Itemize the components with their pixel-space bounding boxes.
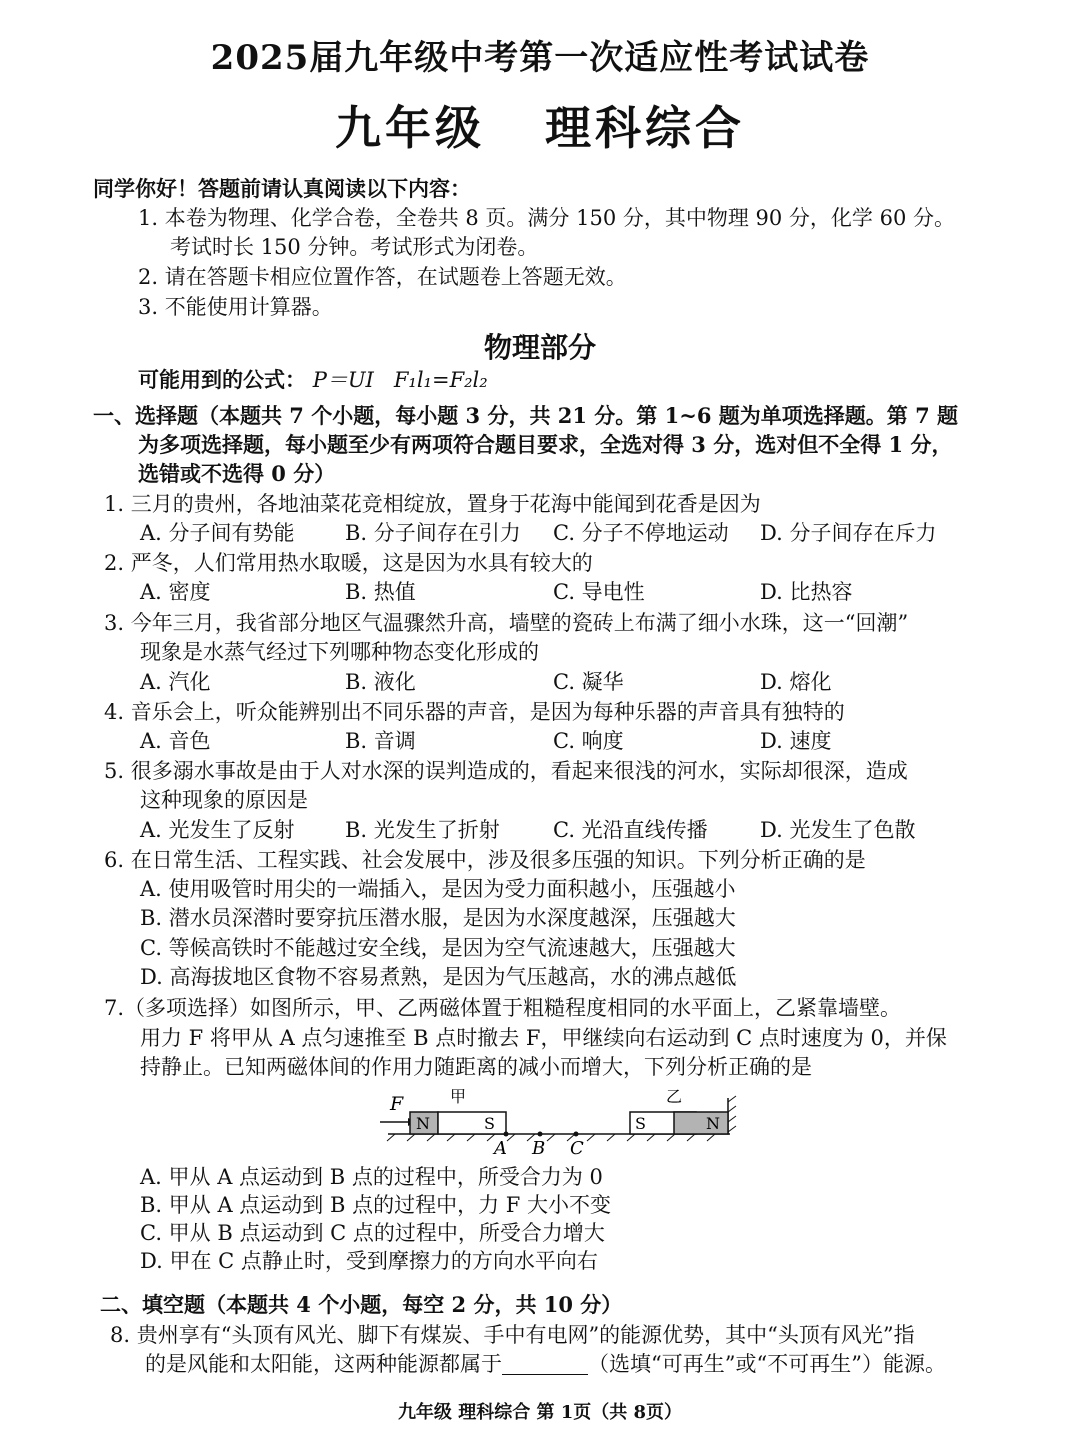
q2-option-c: C. 导电性 — [553, 580, 645, 604]
q7-option-d: D. 甲在 C 点静止时，受到摩擦力的方向水平向右 — [140, 1249, 598, 1273]
q7-stem-1: 7.（多项选择）如图所示，甲、乙两磁体置于粗糙程度相同的水平面上，乙紧靠墙壁。 — [104, 996, 902, 1020]
q6-option-b: B. 潜水员深潜时要穿抗压潜水服，是因为水深度越深，压强越大 — [140, 906, 736, 930]
q5-option-a: A. 光发生了反射 — [140, 818, 295, 842]
q8-stem-2a: 的是风能和太阳能，这两种能源都属于 — [145, 1352, 502, 1376]
q4-stem: 4. 音乐会上，听众能辨别出不同乐器的声音，是因为每种乐器的声音具有独特的 — [104, 700, 845, 724]
point-a-dot — [504, 1132, 509, 1137]
q3-option-b: B. 液化 — [345, 670, 416, 694]
q7-option-c: C. 甲从 B 点运动到 C 点的过程中，所受合力增大 — [140, 1221, 605, 1245]
q7-option-a: A. 甲从 A 点运动到 B 点的过程中，所受合力为 0 — [140, 1165, 603, 1189]
point-c-dot — [574, 1132, 579, 1137]
q2-option-a: A. 密度 — [140, 580, 211, 604]
part1-heading-1: 一、选择题（本题共 7 个小题，每小题 3 分，共 21 分。第 1~6 题为单项选择题。第 7 题 — [93, 403, 958, 428]
magnet-jia-body — [438, 1112, 506, 1134]
q7-magnet-figure — [370, 1088, 750, 1160]
page-footer: 九年级 理科综合 第 1页（共 8页） — [397, 1402, 683, 1423]
q6-option-a: A. 使用吸管时用尖的一端插入，是因为受力面积越小，压强越小 — [140, 877, 736, 901]
force-label: F — [390, 1093, 404, 1115]
magnet-yi-n-label: N — [706, 1114, 720, 1133]
magnet-jia-label: 甲 — [450, 1088, 467, 1106]
point-b-label: B — [532, 1138, 546, 1159]
q8-stem-2 — [145, 1350, 946, 1378]
part1-heading-2: 为多项选择题，每小题至少有两项符合题目要求，全选对得 3 分，选对但不全得 1 分， — [138, 432, 953, 457]
q8-stem-1: 8. 贵州享有“头顶有风光、脚下有煤炭、手中有电网”的能源优势，其中“头顶有风光”指 — [110, 1323, 915, 1347]
subject-title: 九年级 理科综合 — [334, 101, 746, 155]
q1-option-d: D. 分子间存在斥力 — [760, 521, 937, 545]
q3-stem-1: 3. 今年三月，我省部分地区气温骤然升高，墙壁的瓷砖上布满了细小水珠，这一“回潮” — [104, 611, 909, 635]
part1-heading-3: 选错或不选得 0 分） — [138, 461, 336, 486]
q3-option-a: A. 汽化 — [140, 670, 211, 694]
point-b-dot — [538, 1132, 543, 1137]
point-a-label: A — [494, 1138, 507, 1159]
q5-option-d: D. 光发生了色散 — [760, 818, 916, 842]
formula-power: P＝UI — [312, 368, 374, 392]
formula-lever: F₁l₁=F₂l₂ — [393, 368, 488, 392]
q3-stem-2: 现象是水蒸气经过下列哪种物态变化形成的 — [140, 640, 539, 664]
notice-item-1-cont: 考试时长 150 分钟。考试形式为闭卷。 — [170, 235, 539, 259]
q5-option-b: B. 光发生了折射 — [345, 818, 500, 842]
q5-stem-2: 这种现象的原因是 — [140, 788, 308, 812]
notice-item-1: 1. 本卷为物理、化学合卷，全卷共 8 页。满分 150 分，其中物理 90 分，化学 60 分。 — [138, 206, 955, 230]
q1-option-b: B. 分子间存在引力 — [345, 521, 521, 545]
point-c-label: C — [570, 1138, 584, 1159]
q5-stem-1: 5. 很多溺水事故是由于人对水深的误判造成的，看起来很浅的河水，实际却很深，造成 — [104, 759, 908, 783]
q4-option-d: D. 速度 — [760, 729, 832, 753]
formula-line — [138, 366, 488, 394]
q1-option-a: A. 分子间有势能 — [140, 521, 295, 545]
q1-option-c: C. 分子不停地运动 — [553, 521, 729, 545]
q7-stem-2: 用力 F 将甲从 A 点匀速推至 B 点时撤去 F，甲继续向右运动到 C 点时速度为 0，并保 — [140, 1026, 947, 1050]
q3-option-c: C. 凝华 — [553, 670, 624, 694]
exam-title: 2025届九年级中考第一次适应性考试试卷 — [210, 38, 870, 78]
notice-item-3: 3. 不能使用计算器。 — [138, 295, 333, 319]
q1-stem: 1. 三月的贵州，各地油菜花竞相绽放，置身于花海中能闻到花香是因为 — [104, 492, 761, 516]
magnet-jia-s-label: S — [484, 1114, 495, 1133]
q3-option-d: D. 熔化 — [760, 670, 832, 694]
magnet-jia-n-label: N — [416, 1114, 430, 1133]
q2-option-d: D. 比热容 — [760, 580, 853, 604]
wall-hatching — [728, 1096, 736, 1132]
q4-option-c: C. 响度 — [553, 729, 624, 753]
physics-section-title: 物理部分 — [483, 331, 596, 364]
q6-stem: 6. 在日常生活、工程实践、社会发展中，涉及很多压强的知识。下列分析正确的是 — [104, 848, 866, 872]
notice-item-2: 2. 请在答题卡相应位置作答，在试题卷上答题无效。 — [138, 265, 627, 289]
q8-stem-2b: （选填“可再生”或“不可再生”）能源。 — [588, 1352, 946, 1376]
q4-option-a: A. 音色 — [140, 729, 211, 753]
q4-option-b: B. 音调 — [345, 729, 416, 753]
formula-label: 可能用到的公式： — [138, 367, 306, 392]
part2-heading: 二、填空题（本题共 4 个小题，每空 2 分，共 10 分） — [100, 1292, 623, 1317]
q2-option-b: B. 热值 — [345, 580, 416, 604]
magnet-yi-label: 乙 — [666, 1088, 683, 1106]
q7-stem-3: 持静止。已知两磁体间的作用力随距离的减小而增大，下列分析正确的是 — [140, 1055, 812, 1079]
q6-option-d: D. 高海拔地区食物不容易煮熟，是因为气压越高，水的沸点越低 — [140, 965, 737, 989]
q7-option-b: B. 甲从 A 点运动到 B 点的过程中，力 F 大小不变 — [140, 1193, 612, 1217]
ground-hatching — [387, 1134, 715, 1141]
q2-stem: 2. 严冬，人们常用热水取暖，这是因为水具有较大的 — [104, 551, 593, 575]
q6-option-c: C. 等候高铁时不能越过安全线，是因为空气流速越大，压强越大 — [140, 936, 736, 960]
notice-greeting: 同学你好！答题前请认真阅读以下内容： — [93, 176, 471, 201]
q5-option-c: C. 光沿直线传播 — [553, 818, 708, 842]
q8-answer-blank[interactable] — [502, 1354, 588, 1375]
magnet-yi-s-label: S — [635, 1114, 646, 1133]
